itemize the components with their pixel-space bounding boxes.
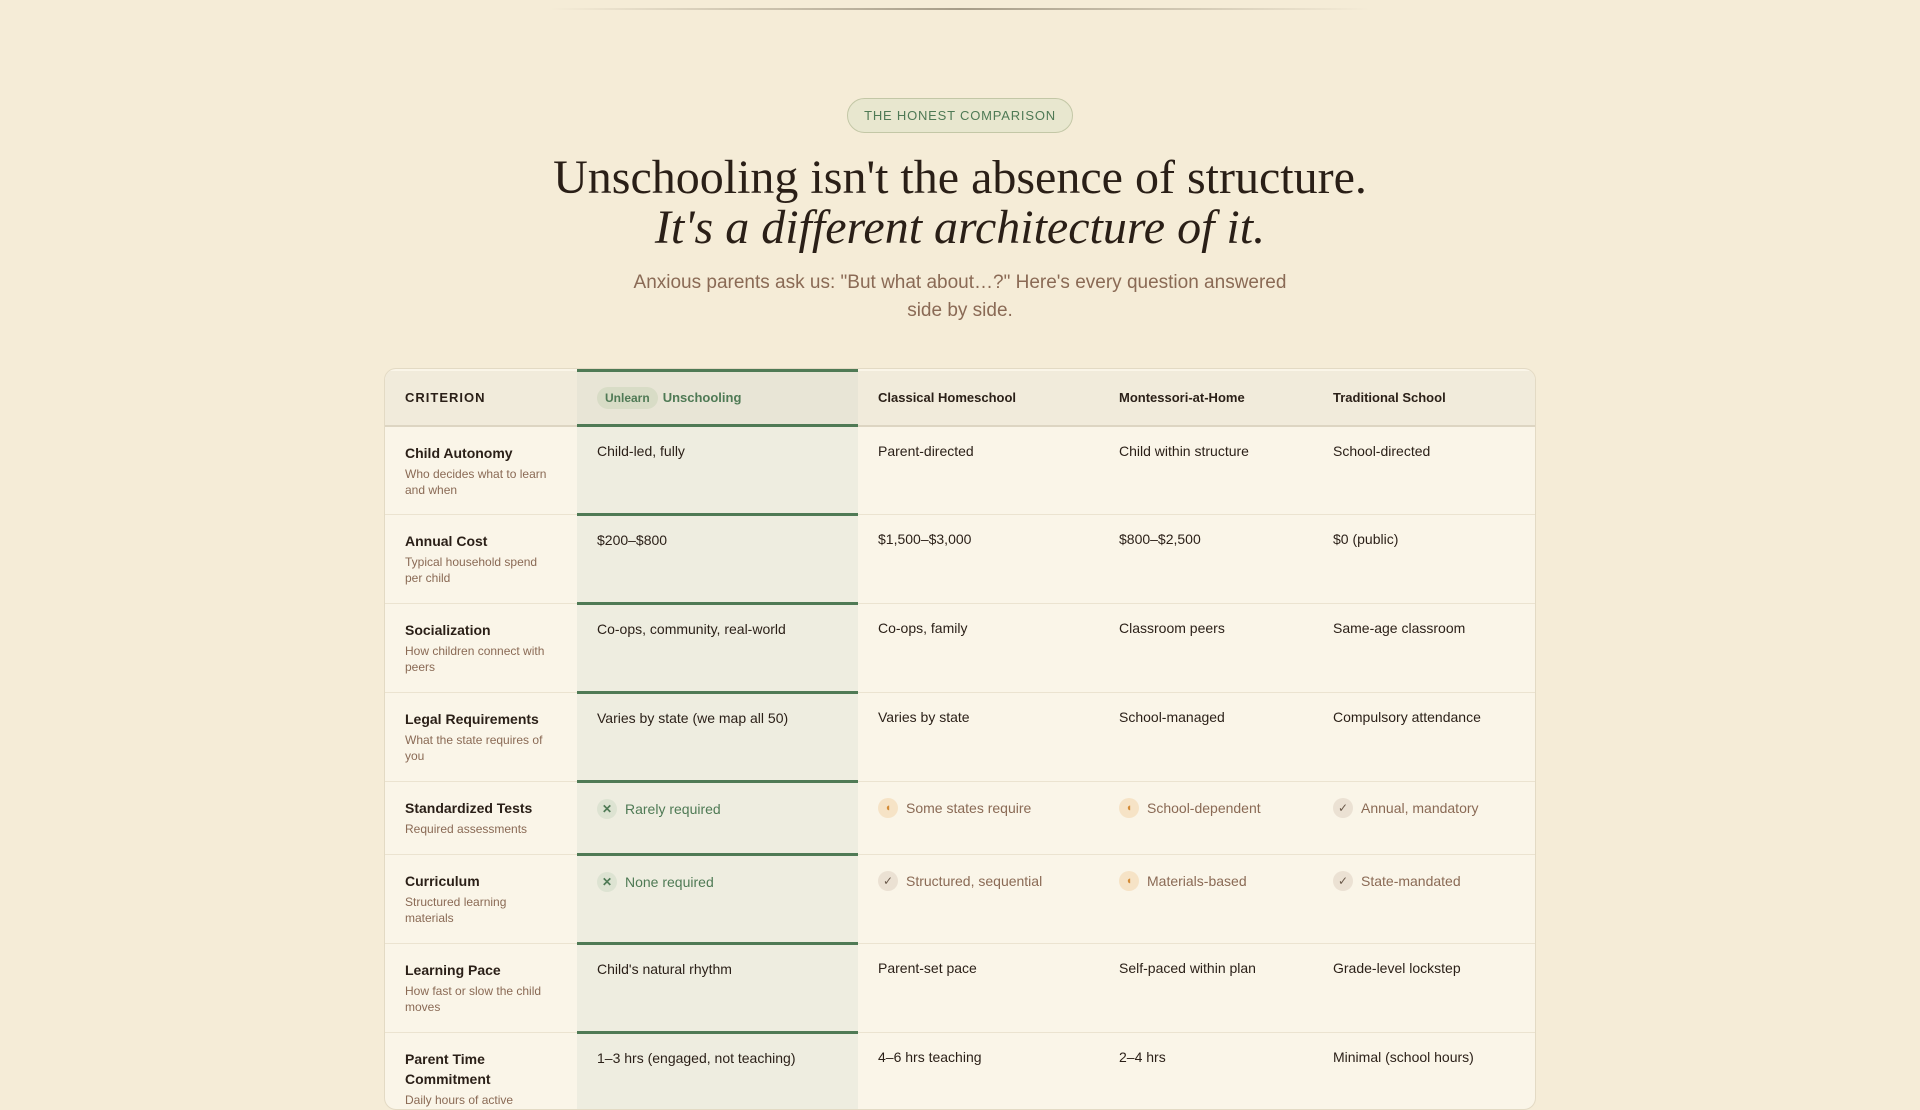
- criterion-title: Child Autonomy: [405, 443, 557, 463]
- column-header-traditional: Traditional School: [1313, 371, 1535, 426]
- table-cell: [1099, 782, 1313, 855]
- table-cell: School-managed: [1099, 693, 1313, 782]
- table-row: [385, 693, 1535, 782]
- criterion-cell: [385, 855, 577, 944]
- cell-text: Annual, mandatory: [1361, 800, 1479, 816]
- headline-line-2: It's a different architecture of it.: [0, 203, 1920, 253]
- page-headline: [0, 153, 1920, 253]
- hero-section: [0, 98, 1920, 325]
- criterion-title: Annual Cost: [405, 531, 557, 551]
- criterion-cell: [385, 693, 577, 782]
- criterion-cell: [385, 426, 577, 515]
- table-cell: Co-ops, family: [858, 604, 1099, 693]
- partial-mark-icon: ◖: [1119, 871, 1139, 891]
- x-mark-icon: ✕: [597, 872, 617, 892]
- cell-text: Materials-based: [1147, 873, 1247, 889]
- brand-badge: Unlearn: [597, 387, 658, 409]
- criterion-subtitle: How children connect with peers: [405, 643, 557, 675]
- table-cell: Parent-directed: [858, 426, 1099, 515]
- table-cell: [577, 855, 858, 944]
- criterion-subtitle: What the state requires of you: [405, 732, 557, 764]
- table-cell: Varies by state: [858, 693, 1099, 782]
- criterion-subtitle: Who decides what to learn and when: [405, 466, 557, 498]
- table-cell: $0 (public): [1313, 515, 1535, 604]
- criterion-title: Standardized Tests: [405, 798, 557, 818]
- criterion-title: Curriculum: [405, 871, 557, 891]
- table-cell: Varies by state (we map all 50): [577, 693, 858, 782]
- criterion-title: Learning Pace: [405, 960, 557, 980]
- table-cell: $800–$2,500: [1099, 515, 1313, 604]
- table-cell: Child-led, fully: [577, 426, 858, 515]
- table-row: [385, 604, 1535, 693]
- criterion-subtitle: Required assessments: [405, 821, 557, 837]
- table-cell: Child's natural rhythm: [577, 944, 858, 1033]
- table-cell: Minimal (school hours): [1313, 1033, 1535, 1110]
- column-header-montessori: Montessori-at-Home: [1099, 371, 1313, 426]
- table-row: [385, 944, 1535, 1033]
- headline-line-1: Unschooling isn't the absence of structure.: [553, 151, 1367, 204]
- partial-mark-icon: ◖: [878, 798, 898, 818]
- table-cell: Parent-set pace: [858, 944, 1099, 1033]
- table-cell: 2–4 hrs: [1099, 1033, 1313, 1110]
- table-cell: 1–3 hrs (engaged, not teaching): [577, 1033, 858, 1110]
- table-row: [385, 515, 1535, 604]
- table-cell: $1,500–$3,000: [858, 515, 1099, 604]
- table-cell: Self-paced within plan: [1099, 944, 1313, 1033]
- criterion-cell: [385, 782, 577, 855]
- table-cell: [1313, 782, 1535, 855]
- cell-text: Structured, sequential: [906, 873, 1042, 889]
- check-mark-icon: ✓: [1333, 798, 1353, 818]
- column-header-classical: Classical Homeschool: [858, 371, 1099, 426]
- cell-text: State-mandated: [1361, 873, 1461, 889]
- table-cell: Grade-level lockstep: [1313, 944, 1535, 1033]
- check-mark-icon: ✓: [878, 871, 898, 891]
- cell-text: School-dependent: [1147, 800, 1261, 816]
- table-row: [385, 782, 1535, 855]
- check-mark-icon: ✓: [1333, 871, 1353, 891]
- table-row: [385, 855, 1535, 944]
- table-cell: Co-ops, community, real-world: [577, 604, 858, 693]
- top-divider: [550, 8, 1370, 10]
- criterion-title: Legal Requirements: [405, 709, 557, 729]
- table-cell: [1313, 855, 1535, 944]
- table-cell: 4–6 hrs teaching: [858, 1033, 1099, 1110]
- table-cell: Same-age classroom: [1313, 604, 1535, 693]
- column-label: Unschooling: [663, 390, 742, 405]
- table-cell: [577, 782, 858, 855]
- table-cell: [1099, 855, 1313, 944]
- criterion-subtitle: Structured learning materials: [405, 894, 557, 926]
- criterion-title: Socialization: [405, 620, 557, 640]
- column-header-unschooling: [577, 371, 858, 426]
- cell-text: Some states require: [906, 800, 1031, 816]
- table-row: [385, 1033, 1535, 1110]
- table-cell: [858, 855, 1099, 944]
- criterion-subtitle: Daily hours of active: [405, 1092, 557, 1108]
- table-cell: [858, 782, 1099, 855]
- cell-text: None required: [625, 874, 714, 890]
- x-mark-icon: ✕: [597, 799, 617, 819]
- criterion-header: CRITERION: [385, 371, 577, 426]
- partial-mark-icon: ◖: [1119, 798, 1139, 818]
- table-cell: Compulsory attendance: [1313, 693, 1535, 782]
- table-cell: Child within structure: [1099, 426, 1313, 515]
- criterion-cell: [385, 515, 577, 604]
- criterion-cell: [385, 944, 577, 1033]
- criterion-subtitle: How fast or slow the child moves: [405, 983, 557, 1015]
- table-header-row: [385, 371, 1535, 426]
- eyebrow-badge: THE HONEST COMPARISON: [847, 98, 1073, 133]
- criterion-cell: [385, 1033, 577, 1110]
- cell-text: Rarely required: [625, 801, 721, 817]
- table-cell: $200–$800: [577, 515, 858, 604]
- table-cell: Classroom peers: [1099, 604, 1313, 693]
- criterion-title: Parent Time Commitment: [405, 1049, 557, 1089]
- criterion-subtitle: Typical household spend per child: [405, 554, 557, 586]
- page-subhead: Anxious parents ask us: "But what about…?" Here's every question answered side by side.: [620, 269, 1300, 325]
- criterion-cell: [385, 604, 577, 693]
- table-row: [385, 426, 1535, 515]
- table-cell: School-directed: [1313, 426, 1535, 515]
- comparison-table: [384, 368, 1536, 1110]
